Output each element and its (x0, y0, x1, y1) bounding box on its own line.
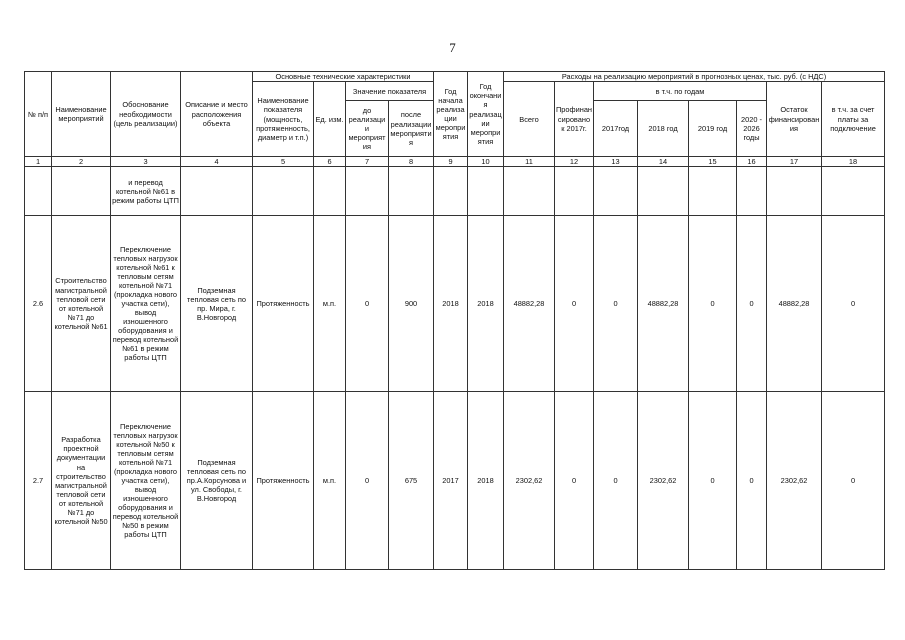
row-total: 48882,28 (504, 216, 555, 392)
header-tech-group: Основные технические характеристики (253, 72, 434, 82)
column-number: 4 (181, 157, 253, 167)
header-expense-group: Расходы на реализацию мероприятий в прогнозных ценах, тыс. руб. (с НДС) (504, 72, 885, 82)
row-total: 2302,62 (504, 392, 555, 570)
row-reason: Переключение тепловых нагрузок котельной №50 к тепловым сетям котельной №71 (прокладка нового участка сети), вывод изношенного оборудования и перевод котельной №50 в режим работы ЦТП (111, 392, 181, 570)
row-after: 675 (389, 392, 434, 570)
header-2018: 2018 год (638, 101, 689, 157)
row-indicator: Протяженность (253, 392, 314, 570)
column-number: 7 (346, 157, 389, 167)
header-indicator: Наименование показателя (мощность, протяженность, диаметр и т.п.) (253, 82, 314, 157)
row-location: Подземная тепловая сеть по пр. Мира, г. В.Новгород (181, 216, 253, 392)
table-header (25, 72, 885, 167)
header-remaining: Остаток финансирования (767, 82, 822, 157)
column-number: 16 (737, 157, 767, 167)
column-number: 13 (594, 157, 638, 167)
column-number: 11 (504, 157, 555, 167)
row-remaining: 48882,28 (767, 216, 822, 392)
row-num: 2.6 (25, 216, 52, 392)
row-2019: 0 (689, 216, 737, 392)
column-numbers-row (25, 157, 885, 167)
row-unit: м.п. (314, 216, 346, 392)
header-location: Описание и место расположения объекта (181, 72, 253, 157)
header-funded: Профинансировано к 2017г. (555, 82, 594, 157)
column-number: 9 (434, 157, 468, 167)
row-name: Строительство магистральной тепловой сети от котельной №71 до котельной №61 (52, 216, 111, 392)
column-number: 6 (314, 157, 346, 167)
row-remaining: 2302,62 (767, 392, 822, 570)
row-after: 900 (389, 216, 434, 392)
row-num: 2.7 (25, 392, 52, 570)
row-2018: 2302,62 (638, 392, 689, 570)
row-location: Подземная тепловая сеть по пр.А.Корсунова и ул. Свободы, г. В.Новгород (181, 392, 253, 570)
row-start: 2017 (434, 392, 468, 570)
column-number: 2 (52, 157, 111, 167)
column-number: 1 (25, 157, 52, 167)
row-name: Разработка проектной документации на строительство магистральной тепловой сети от котельной №71 до котельной №50 (52, 392, 111, 570)
row-connection: 0 (822, 216, 885, 392)
header-2019: 2019 год (689, 101, 737, 157)
column-number: 5 (253, 157, 314, 167)
row-indicator: Протяженность (253, 216, 314, 392)
row-2017: 0 (594, 392, 638, 570)
header-name: Наименование мероприятий (52, 72, 111, 157)
column-number: 14 (638, 157, 689, 167)
row-end: 2018 (468, 392, 504, 570)
column-number: 3 (111, 157, 181, 167)
header-2017: 2017год (594, 101, 638, 157)
header-after: после реализации мероприятия (389, 101, 434, 157)
table-row (25, 392, 885, 570)
column-number: 18 (822, 157, 885, 167)
header-2020-2026: 2020 - 2026 годы (737, 101, 767, 157)
row-start: 2018 (434, 216, 468, 392)
row-funded: 0 (555, 392, 594, 570)
row-2017: 0 (594, 216, 638, 392)
header-total: Всего (504, 82, 555, 157)
row-before: 0 (346, 392, 389, 570)
header-start-year: Год начала реализации мероприятия (434, 72, 468, 157)
header-end-year: Год окончания реализации мероприятия (468, 72, 504, 157)
table-row-continued (25, 167, 885, 216)
header-num: № п/п (25, 72, 52, 157)
row-unit: м.п. (314, 392, 346, 570)
table-row (25, 216, 885, 392)
header-values-group: Значение показателя (346, 82, 434, 101)
page-number: 7 (449, 40, 456, 55)
row-before: 0 (346, 216, 389, 392)
row-2020-2026: 0 (737, 216, 767, 392)
row-2020-2026: 0 (737, 392, 767, 570)
row-reason: Переключение тепловых нагрузок котельной №61 к тепловым сетям котельной №71 (прокладка нового участка сети), вывод изношенного оборудования и перевод котельной №61 в режим работы ЦТП (111, 216, 181, 392)
header-before: до реализации мероприятия (346, 101, 389, 157)
header-unit: Ед. изм. (314, 82, 346, 157)
header-connection: в т.ч. за счет платы за подключение (822, 82, 885, 157)
continued-reason: и перевод котельной №61 в режим работы ЦТП (111, 167, 181, 216)
header-reason: Обоснование необходимости (цель реализации) (111, 72, 181, 157)
row-funded: 0 (555, 216, 594, 392)
investment-program-table (24, 71, 885, 570)
row-connection: 0 (822, 392, 885, 570)
column-number: 15 (689, 157, 737, 167)
column-number: 17 (767, 157, 822, 167)
row-end: 2018 (468, 216, 504, 392)
column-number: 12 (555, 157, 594, 167)
column-number: 8 (389, 157, 434, 167)
row-2019: 0 (689, 392, 737, 570)
row-2018: 48882,28 (638, 216, 689, 392)
column-number: 10 (468, 157, 504, 167)
header-years-group: в т.ч. по годам (594, 82, 767, 101)
